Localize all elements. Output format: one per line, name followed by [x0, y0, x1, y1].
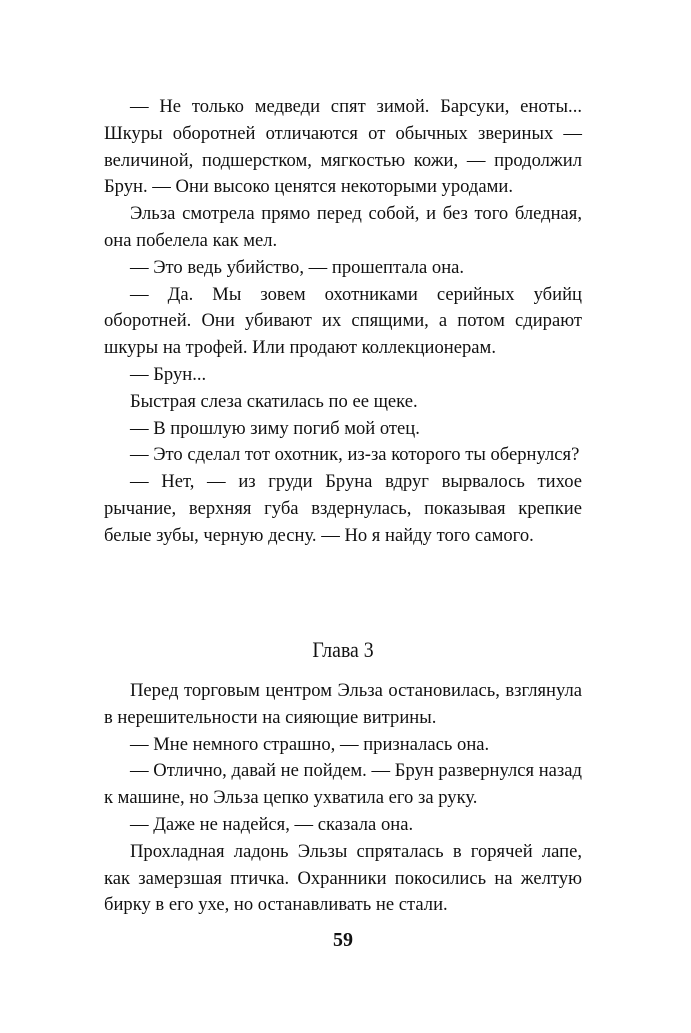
paragraph: — Даже не надейся, — сказала она.: [130, 813, 414, 835]
paragraph: Прохладная ладонь Эльзы спряталась в горячей лапе, как замерзшая птичка. Охранники покосились на желтую бирку в его ухе, но останавливать не стали.: [104, 840, 582, 916]
paragraph: — Отлично, давай не пойдем. — Брун развернулся назад к машине, но Эльза цепко ухватила его за руку.: [104, 760, 582, 809]
paragraph: Быстрая слеза скатилась по ее щеке.: [130, 390, 418, 412]
paragraph: — Мне немного страшно, — призналась она.: [130, 733, 490, 755]
paragraph: — Не только медведи спят зимой. Барсуки, еноты... Шкуры оборотней отличаются от обычных звериных — величиной, подшерстком, мягкостью кожи, — продолжил Брун. — Они высоко ценятся некоторыми уродами.: [104, 96, 582, 198]
page-number: 59: [333, 929, 353, 951]
paragraph: — Это сделал тот охотник, из-за которого ты обернулся?: [130, 444, 580, 466]
paragraph: — Брун...: [130, 363, 207, 385]
text-block-before-chapter: [104, 94, 582, 550]
paragraph: — Нет, — из груди Бруна вдруг вырвалось тихое рычание, верхняя губа вздернулась, показывая крепкие белые зубы, черную десну. — Но я найду того самого.: [104, 471, 582, 546]
paragraph: Перед торговым центром Эльза остановилась, взглянула в нерешительности на сияющие витрины.: [104, 680, 582, 728]
text-block-chapter-3: [104, 678, 582, 919]
paragraph: — Это ведь убийство, — прошептала она.: [130, 256, 465, 278]
chapter-title: Глава 3: [312, 637, 374, 662]
paragraph: — В прошлую зиму погиб мой отец.: [130, 417, 420, 439]
paragraph: — Да. Мы зовем охотниками серийных убийц оборотней. Они убивают их спящими, а потом сдирают шкуры на трофей. Или продают коллекционерам.: [104, 283, 582, 359]
paragraph: Эльза смотрела прямо перед собой, и без того бледная, она побелела как мел.: [104, 203, 582, 251]
